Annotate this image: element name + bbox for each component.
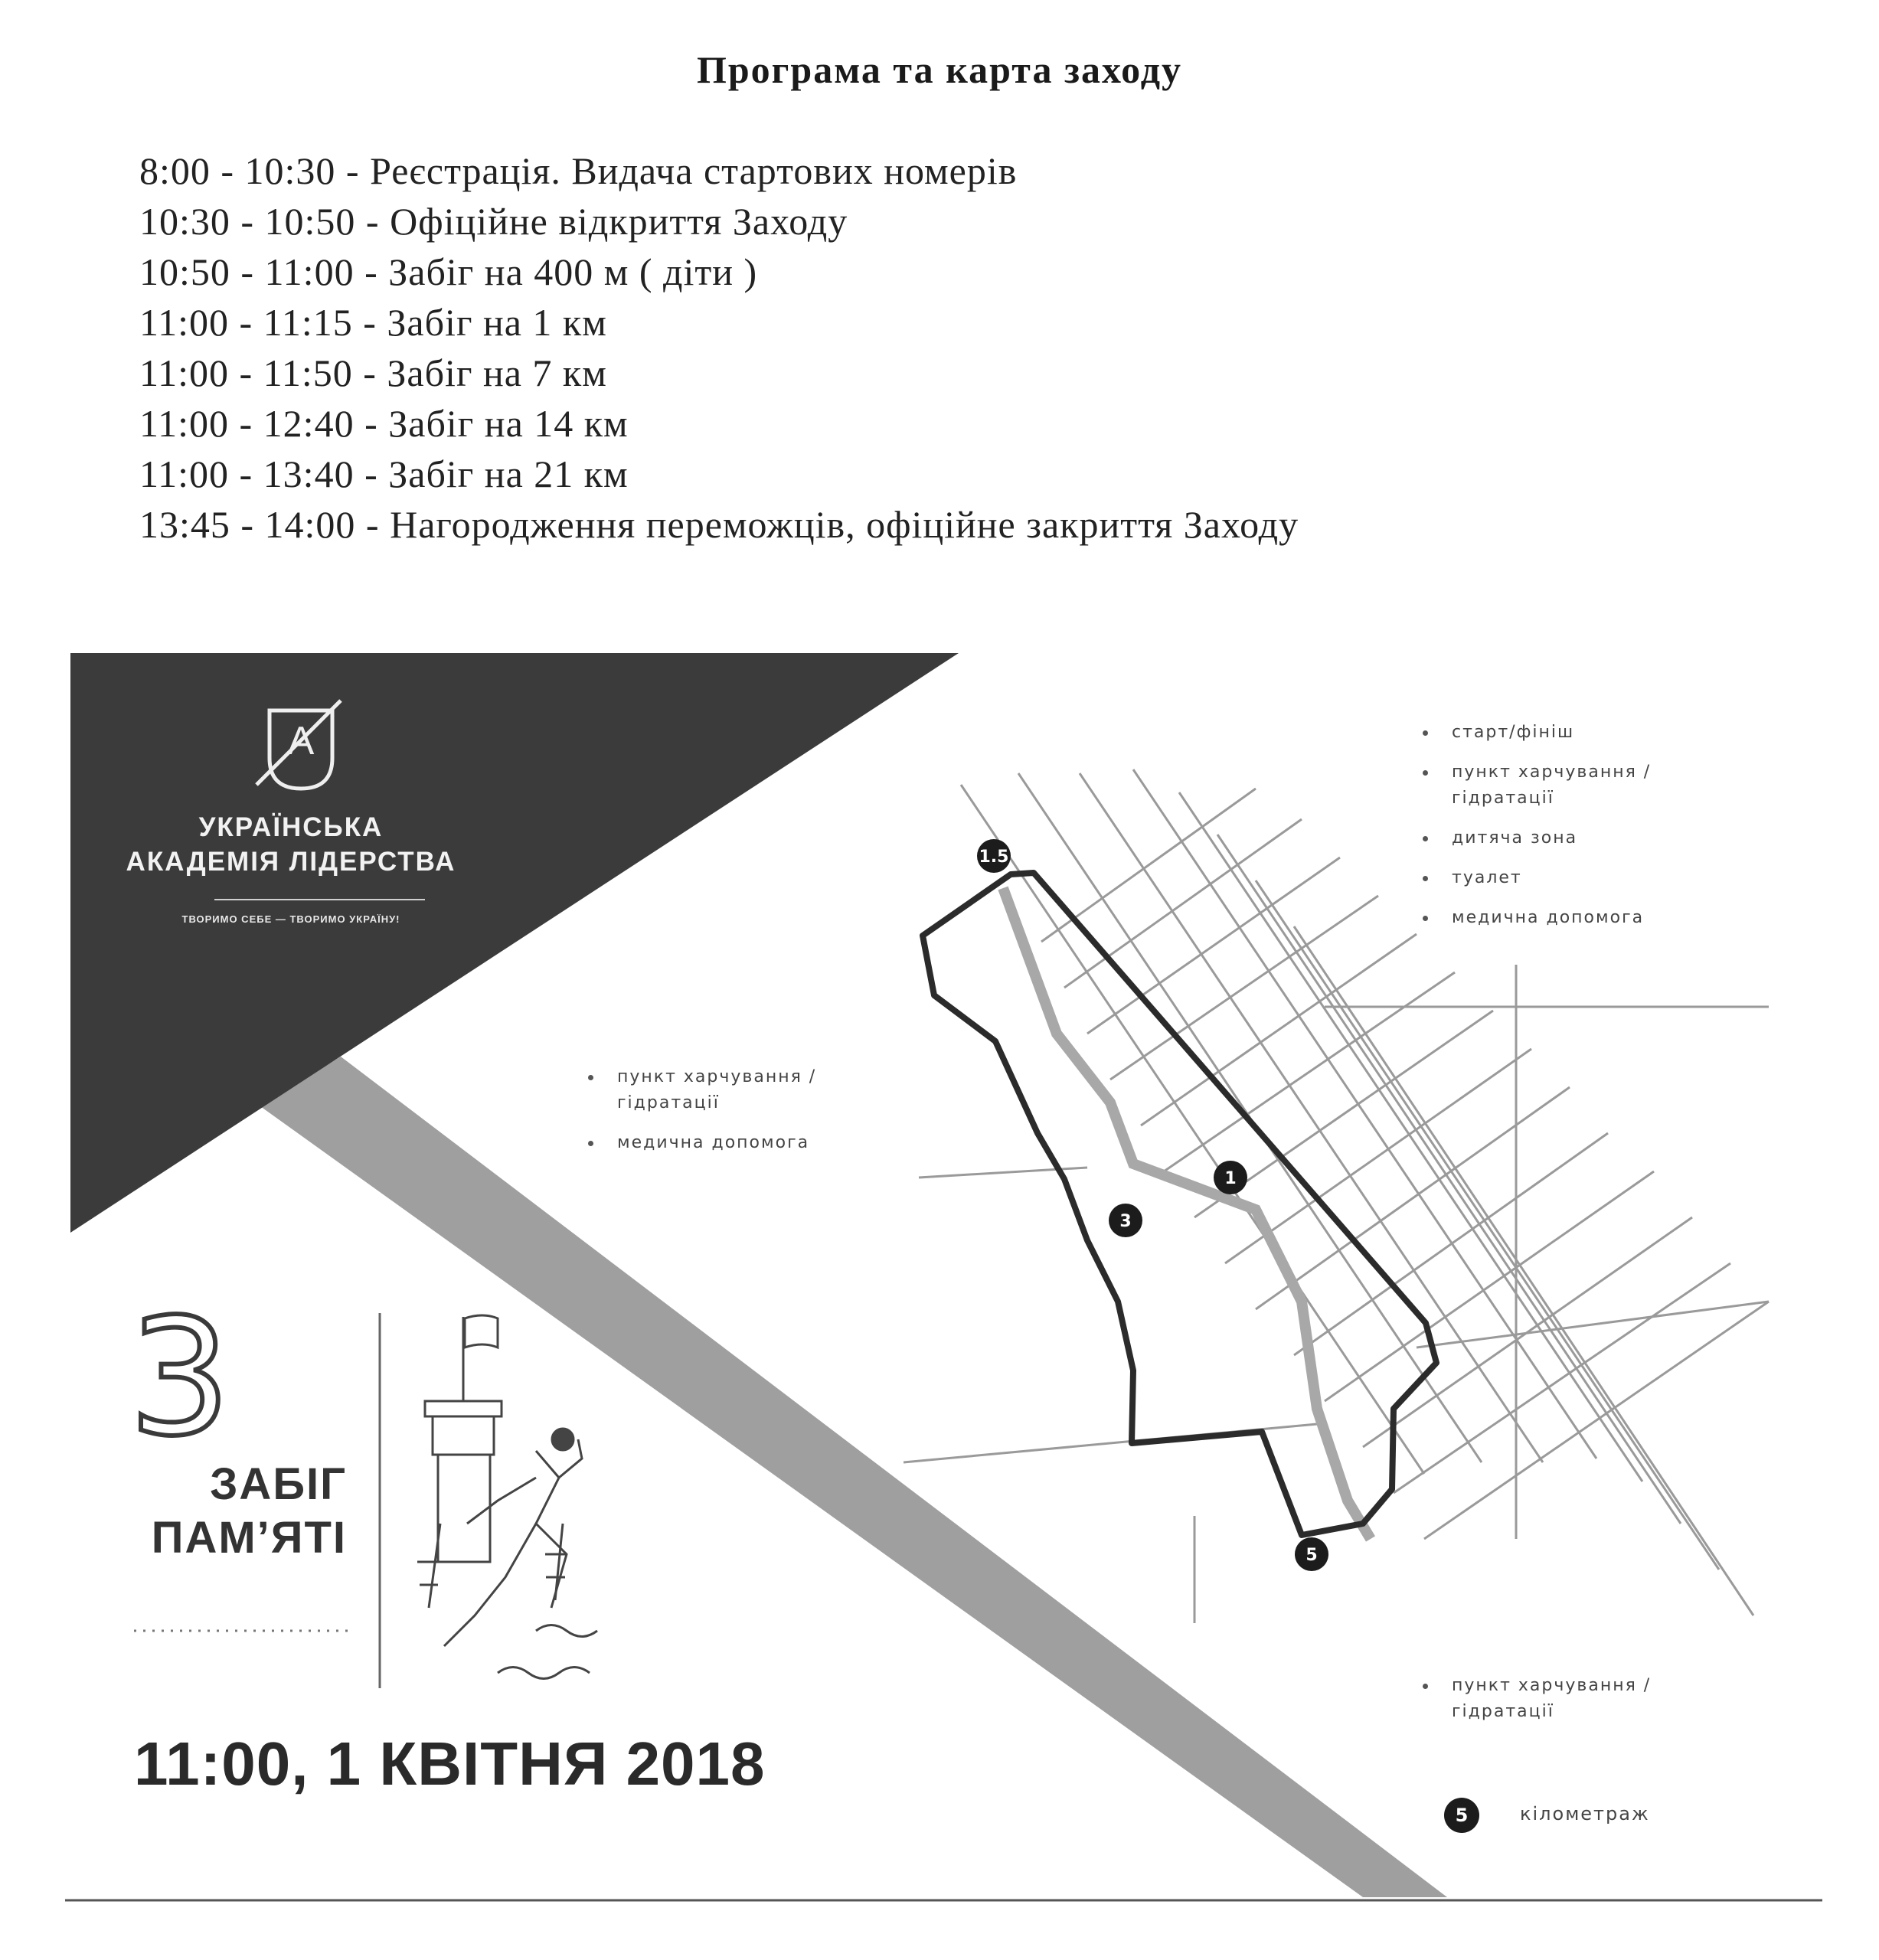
legend-item: медична допомога xyxy=(582,1130,842,1156)
schedule-item: 11:00 - 13:40 - Забіг на 21 км xyxy=(139,452,629,495)
km-legend-label: кілометраж xyxy=(1520,1803,1650,1824)
schedule-item: 10:50 - 11:00 - Забіг на 400 м ( діти ) xyxy=(139,250,758,293)
schedule-item: 13:45 - 14:00 - Нагородження переможців, офіційне закриття Заходу xyxy=(139,503,1299,546)
km-marker-label: 1.5 xyxy=(979,848,1009,867)
page-title: Програма та карта заходу xyxy=(696,48,1182,91)
legend-item: пункт харчування / гідратації xyxy=(582,1064,824,1116)
legend-item: пункт харчування / гідратації xyxy=(1417,760,1658,812)
legend-item: дитяча зона xyxy=(1417,825,1707,851)
legend-item: туалет xyxy=(1417,865,1707,891)
schedule-item: 11:00 - 12:40 - Забіг на 14 км xyxy=(139,402,629,445)
academy-name-line2: АКАДЕМІЯ ЛІДЕРСТВА xyxy=(126,847,456,877)
km-marker-label: 3 xyxy=(1119,1212,1132,1231)
legend-mid xyxy=(582,1064,842,1170)
legend-bottom xyxy=(1417,1673,1669,1739)
km-marker-label: 1 xyxy=(1224,1169,1237,1188)
schedule-item: 10:30 - 10:50 - Офіційне відкриття Заходу xyxy=(139,200,848,243)
km-marker-label: 5 xyxy=(1305,1546,1318,1565)
race-title-line1: ЗАБІГ xyxy=(210,1459,347,1509)
legend-item: пункт харчування / гідратації xyxy=(1417,1673,1658,1725)
academy-name-line1: УКРАЇНСЬКА xyxy=(198,812,384,842)
schedule-item: 11:00 - 11:50 - Забіг на 7 км xyxy=(139,351,607,394)
race-date: 11:00, 1 КВІТНЯ 2018 xyxy=(134,1730,766,1798)
academy-logo-letter: A xyxy=(287,719,315,763)
legend-item: старт/фініш xyxy=(1417,720,1707,746)
km-legend-marker: 5 xyxy=(1444,1798,1479,1833)
legend-item: медична допомога xyxy=(1417,905,1707,931)
runner-illustration xyxy=(417,1315,597,1679)
legend-top xyxy=(1417,720,1707,945)
schedule-item: 11:00 - 11:15 - Забіг на 1 км xyxy=(139,301,607,344)
race-number: 3 xyxy=(129,1284,231,1472)
race-title-line2: ПАМ’ЯТІ xyxy=(151,1513,347,1563)
academy-motto: ТВОРИМО СЕБЕ — ТВОРИМО УКРАЇНУ! xyxy=(181,913,400,925)
schedule-item: 8:00 - 10:30 - Реєстрація. Видача стартових номерів xyxy=(139,149,1018,192)
